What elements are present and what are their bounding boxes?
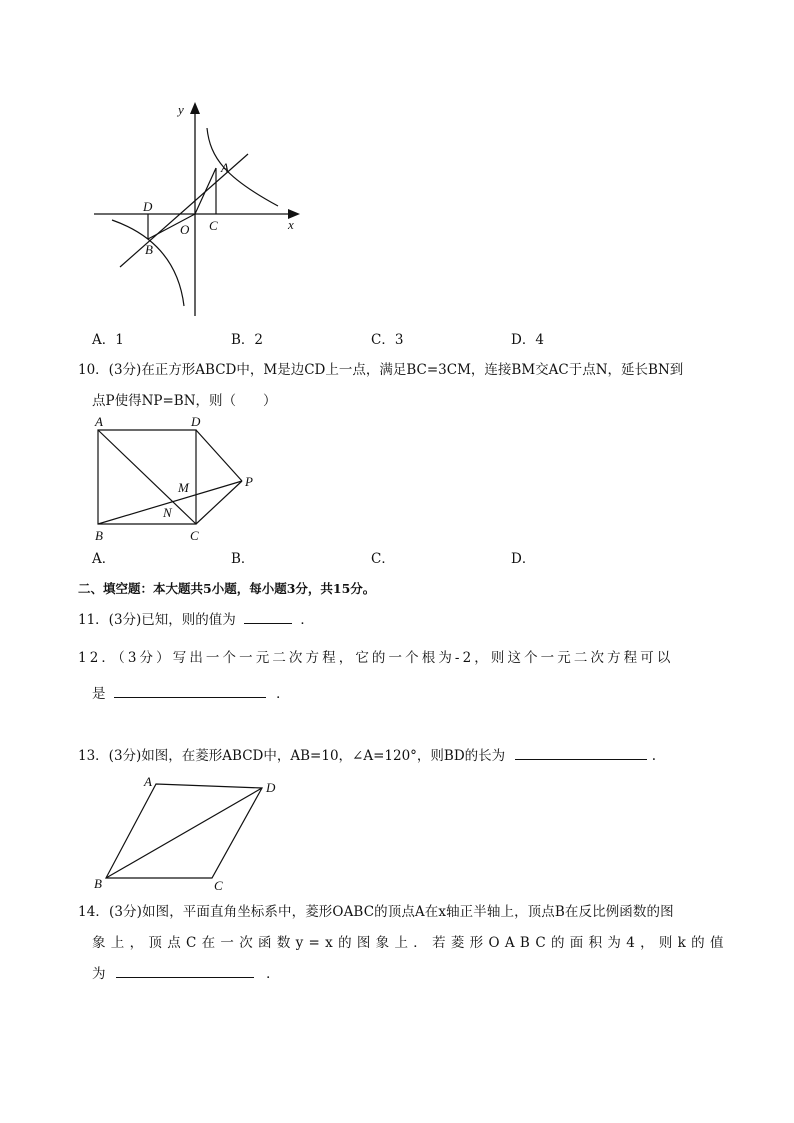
label-D: D [143, 199, 153, 214]
label-O: O [180, 222, 190, 237]
q11-text: 11．(3分)已知，则的值为 [78, 612, 236, 628]
q12-text: 是 [92, 686, 106, 702]
segment-DP [196, 430, 242, 481]
label-x: x [288, 217, 294, 232]
q12-answer-blank[interactable] [114, 685, 266, 698]
q14-stem-line2: 象上，顶点C在一次函数y=x的图象上．若菱形OABC的面积为4，则k的值 [92, 935, 729, 951]
y-axis-arrow-icon [190, 102, 200, 114]
q10-option-d: D． [511, 551, 536, 567]
label-A: A [95, 414, 103, 429]
label-D: D [266, 780, 276, 795]
q14-text: 为 [92, 966, 106, 982]
q9-option-a: A．1 [92, 332, 124, 348]
label-A: A [221, 160, 229, 175]
q13-end: . [651, 748, 657, 764]
q9-option-b: B．2 [231, 332, 264, 348]
q10-option-a: A． [92, 551, 116, 567]
q12-stem-line2 [92, 685, 290, 703]
q11-end: ． [300, 612, 314, 628]
label-C: C [214, 878, 223, 893]
q14-stem-line1: 14．(3分)如图，平面直角坐标系中，菱形OABC的顶点A在x轴正半轴上，顶点B在反比例函数的图 [78, 904, 674, 920]
q10-square-figure [90, 414, 262, 546]
q13-text: 13．(3分)如图，在菱形ABCD中，AB=10，∠A=120°，则BD的长为 [78, 748, 506, 764]
section-heading-fill-blank: 二、填空题：本大题共5小题，每小题3分，共15分。 [78, 581, 376, 596]
q10-stem-line1 [78, 361, 683, 379]
q9-option-d: D．4 [511, 332, 544, 348]
label-C: C [209, 218, 218, 233]
label-C: C [190, 528, 199, 543]
q13-answer-blank[interactable] [515, 747, 647, 760]
label-M: M [178, 480, 189, 495]
q14-stem-line3 [92, 965, 280, 983]
hyperbola-branch-1 [207, 128, 278, 206]
q10-option-c: C． [371, 551, 395, 567]
q14-answer-blank[interactable] [116, 965, 254, 978]
label-A: A [144, 774, 152, 789]
q10-stem-line2: 点P使得NP=BN，则（ ） [92, 393, 277, 409]
label-D: D [191, 414, 201, 429]
q14-end: ． [266, 966, 280, 982]
q12-end: ． [276, 686, 290, 702]
label-B: B [94, 876, 102, 891]
q13-rhombus-figure [90, 772, 290, 894]
q11-answer-blank[interactable] [244, 611, 292, 624]
label-B: B [145, 242, 153, 257]
label-B: B [95, 528, 103, 543]
q9-coordinate-figure [86, 96, 308, 321]
segment-OA [195, 168, 216, 214]
q11-stem [78, 611, 314, 629]
q9-option-c: C．3 [371, 332, 404, 348]
q10-number: 10．(3分) [78, 362, 142, 378]
q10-option-b: B． [231, 551, 255, 567]
q10-text: 在正方形ABCD中，M是边CD上一点，满足BC=3CM，连接BM交AC于点N，延长BN到 [141, 362, 684, 378]
label-N: N [163, 505, 172, 520]
label-y: y [178, 102, 184, 117]
label-P: P [245, 474, 253, 489]
q12-stem-line1: 12．（3分）写出一个一元二次方程，它的一个根为-2，则这个一元二次方程可以 [78, 650, 674, 666]
q13-stem [78, 747, 656, 765]
